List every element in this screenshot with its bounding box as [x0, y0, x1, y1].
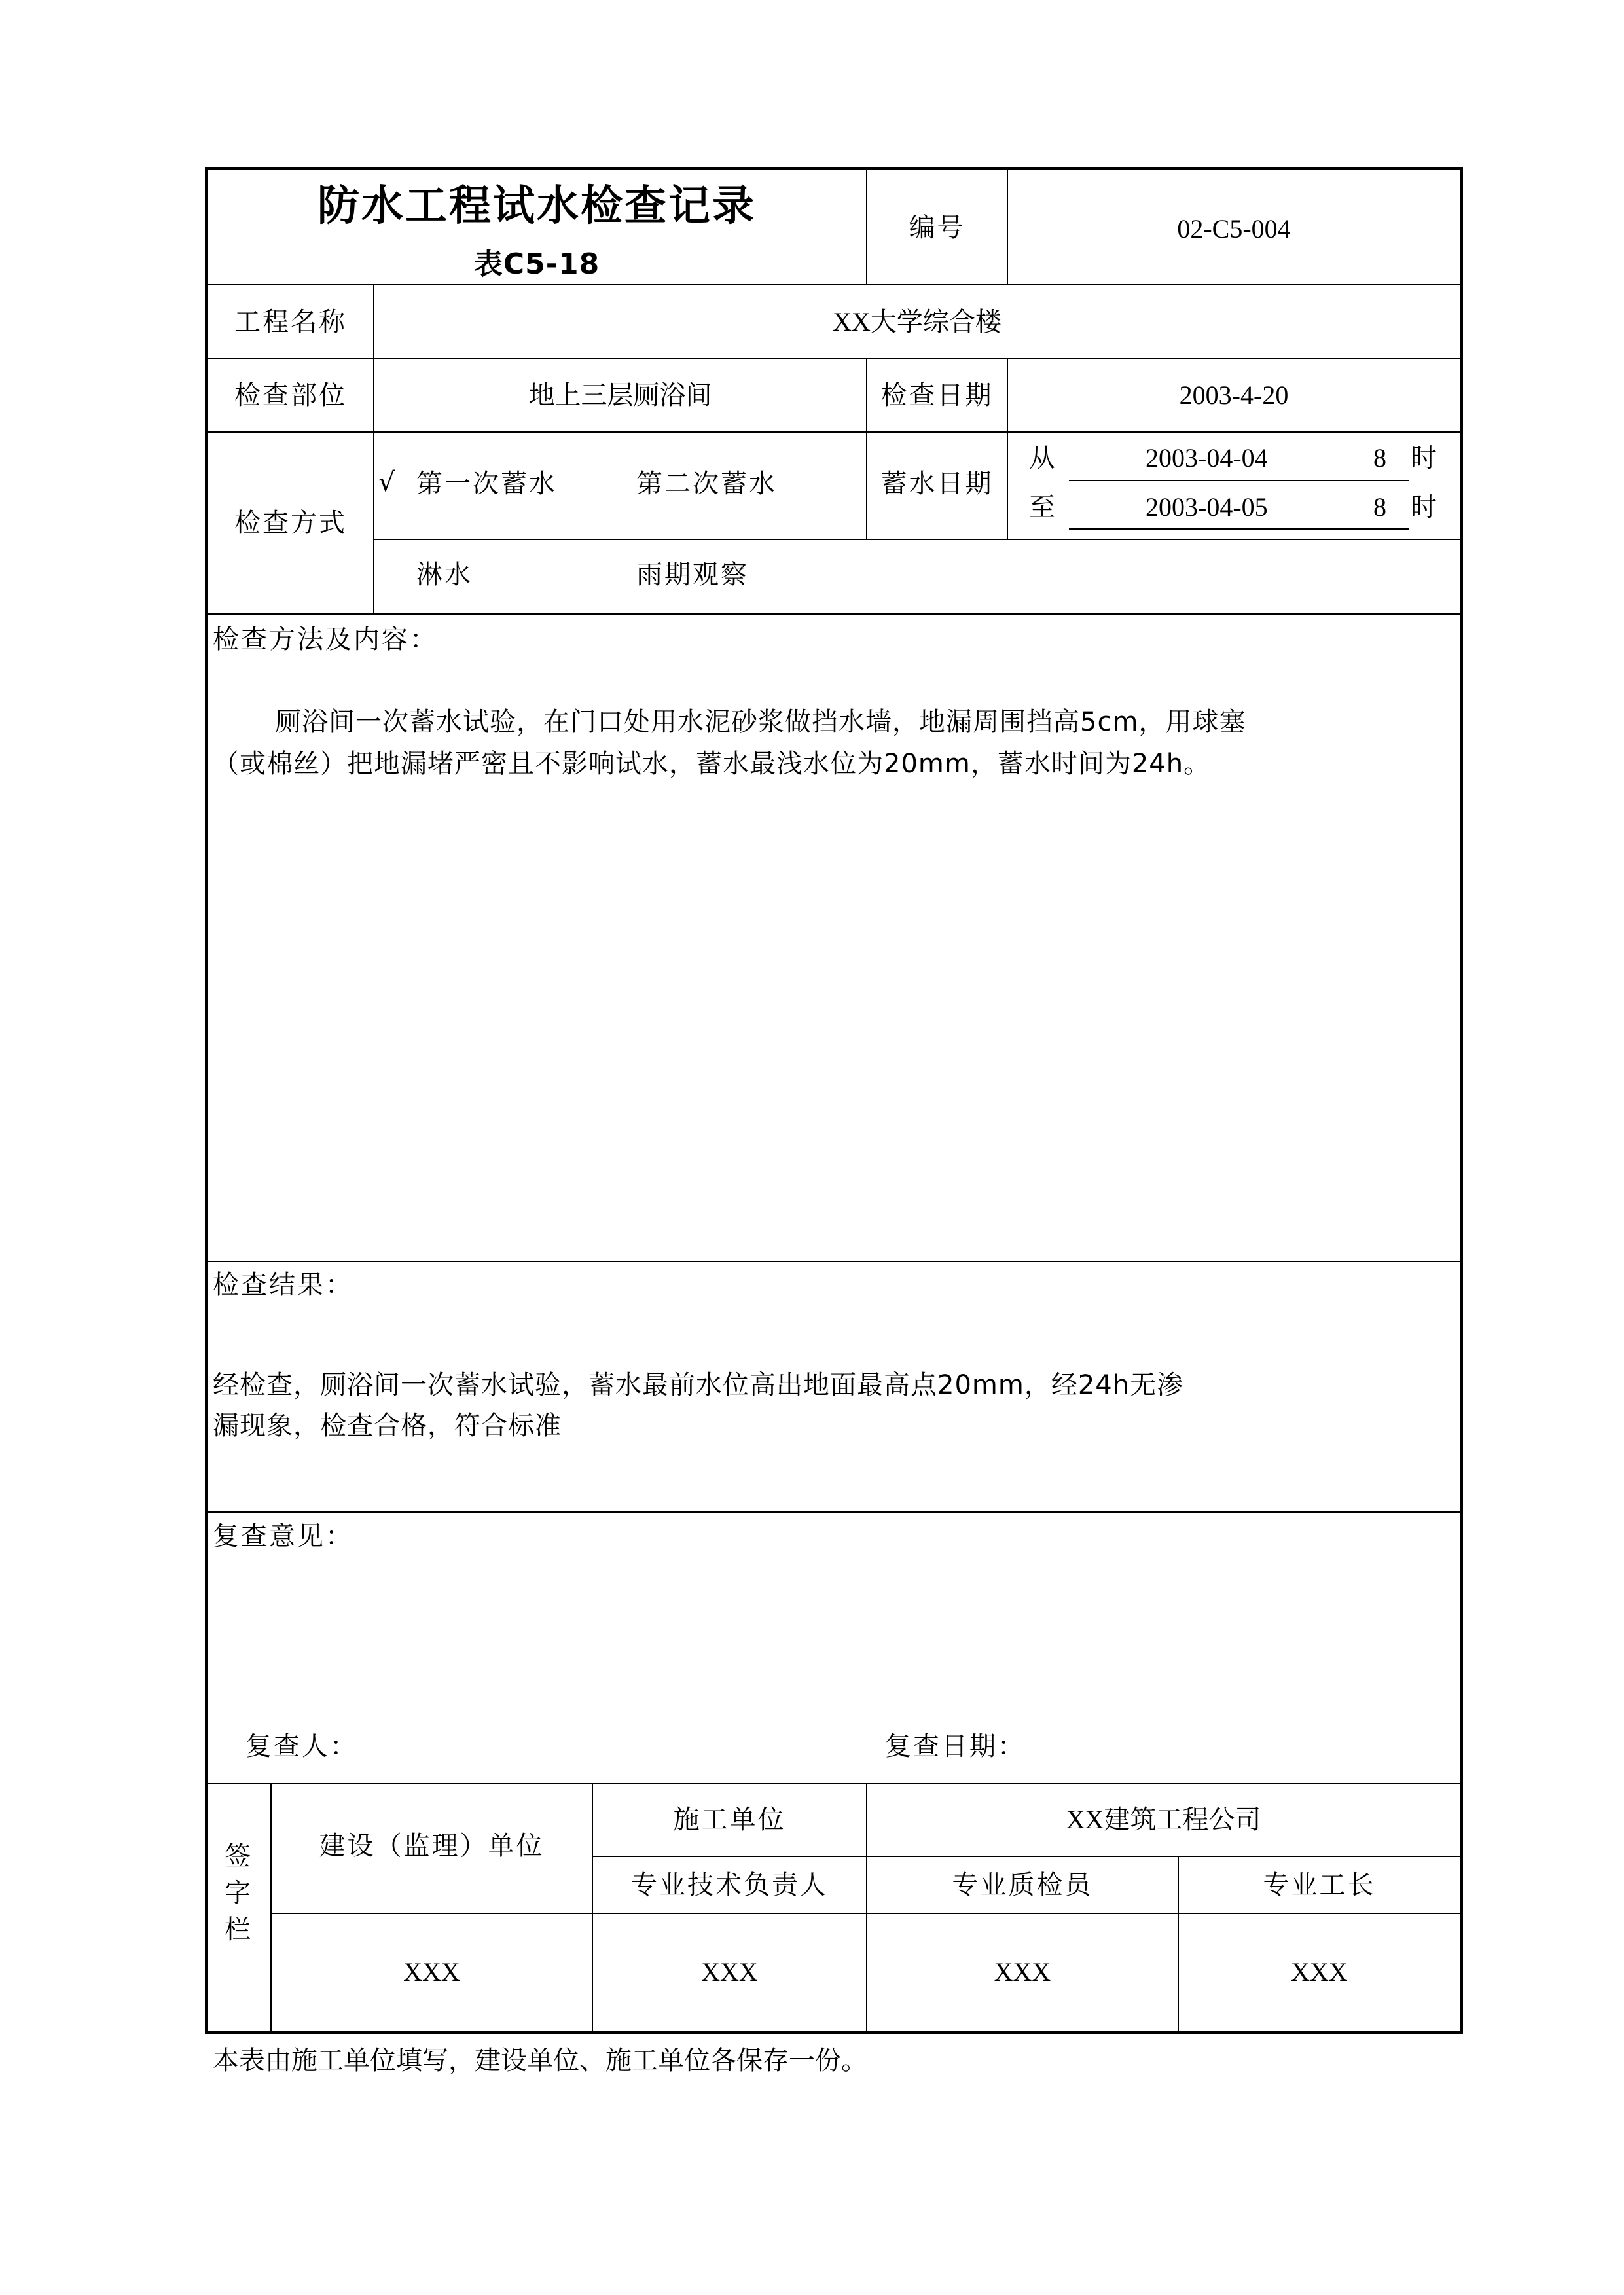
- contractor-name[interactable]: XX建筑工程公司: [1066, 1805, 1261, 1834]
- from-hour[interactable]: 8: [1373, 443, 1386, 473]
- rule: [206, 284, 1462, 285]
- rule: [206, 613, 1462, 615]
- from-hour-unit: 时: [1411, 443, 1439, 473]
- check-mark: √: [378, 467, 397, 497]
- owner-signature[interactable]: XXX: [403, 1957, 460, 1987]
- to-hour[interactable]: 8: [1373, 492, 1386, 522]
- tech-lead-signature[interactable]: XXX: [701, 1957, 758, 1987]
- frame-left: [205, 167, 208, 2034]
- form-code: 表C5-18: [473, 247, 600, 281]
- signature-column-char-2: 字: [225, 1878, 253, 1908]
- number-value[interactable]: 02-C5-004: [1177, 214, 1291, 244]
- from-label: 从: [1029, 443, 1057, 473]
- rule: [592, 1856, 1462, 1857]
- storage-date-label: 蓄水日期: [880, 469, 994, 499]
- content-line-1: 厕浴间一次蓄水试验，在门口处用水泥砂浆做挡水墙，地漏周围挡高5cm，用球塞: [275, 707, 1246, 737]
- reviewer-label: 复查人：: [245, 1731, 358, 1762]
- signature-column-char-1: 签: [225, 1841, 253, 1871]
- signature-column-char-3: 栏: [225, 1915, 253, 1945]
- to-underline: [1069, 528, 1409, 530]
- review-label: 复查意见：: [213, 1521, 353, 1551]
- rule: [206, 1783, 1462, 1784]
- rule: [206, 1511, 1462, 1513]
- foreman-label: 专业工长: [1263, 1870, 1376, 1900]
- qc-label: 专业质检员: [952, 1870, 1093, 1900]
- result-label: 检查结果：: [213, 1270, 353, 1300]
- contractor-label: 施工单位: [673, 1805, 786, 1835]
- date-value[interactable]: 2003-4-20: [1179, 380, 1289, 410]
- owner-label: 建设（监理）单位: [319, 1831, 545, 1861]
- rule: [206, 1261, 1462, 1262]
- rule: [206, 431, 1462, 433]
- result-line-2: 漏现象，检查合格，符合标准: [213, 1411, 562, 1441]
- footer-note: 本表由施工单位填写，建设单位、施工单位各保存一份。: [213, 2046, 867, 2075]
- to-date[interactable]: 2003-04-05: [1146, 492, 1268, 522]
- frame-right: [1460, 167, 1463, 2034]
- number-label: 编号: [909, 213, 965, 243]
- result-line-1: 经检查，厕浴间一次蓄水试验，蓄水最前水位高出地面最高点20mm，经24h无渗: [213, 1370, 1184, 1400]
- frame-top: [205, 167, 1463, 170]
- tech-lead-label: 专业技术负责人: [631, 1870, 828, 1900]
- option-second-storage[interactable]: 第二次蓄水: [636, 469, 777, 499]
- form-title: 防水工程试水检查记录: [317, 182, 756, 230]
- from-underline: [1069, 480, 1409, 481]
- review-date-label: 复查日期：: [885, 1731, 1026, 1762]
- location-label: 检查部位: [234, 380, 347, 410]
- date-label: 检查日期: [880, 380, 994, 410]
- option-spray[interactable]: 淋水: [416, 560, 473, 590]
- to-label: 至: [1029, 492, 1057, 522]
- foreman-signature[interactable]: XXX: [1291, 1957, 1348, 1987]
- qc-signature[interactable]: XXX: [994, 1957, 1051, 1987]
- rule: [373, 539, 1462, 540]
- frame-bottom: [205, 2031, 1463, 2034]
- option-rain-observation[interactable]: 雨期观察: [636, 560, 749, 590]
- from-date[interactable]: 2003-04-04: [1146, 443, 1268, 473]
- project-label: 工程名称: [234, 307, 347, 337]
- rule: [206, 358, 1462, 359]
- rule: [270, 1784, 272, 2032]
- content-line-2: （或棉丝）把地漏堵严密且不影响试水，蓄水最浅水位为20mm，蓄水时间为24h。: [213, 749, 1211, 779]
- option-first-storage[interactable]: 第一次蓄水: [416, 469, 557, 499]
- location-value[interactable]: 地上三层厕浴间: [528, 380, 712, 410]
- project-value[interactable]: XX大学综合楼: [833, 307, 1001, 336]
- to-hour-unit: 时: [1411, 492, 1439, 522]
- method-label: 检查方式: [234, 508, 347, 538]
- content-label: 检查方法及内容：: [213, 624, 438, 655]
